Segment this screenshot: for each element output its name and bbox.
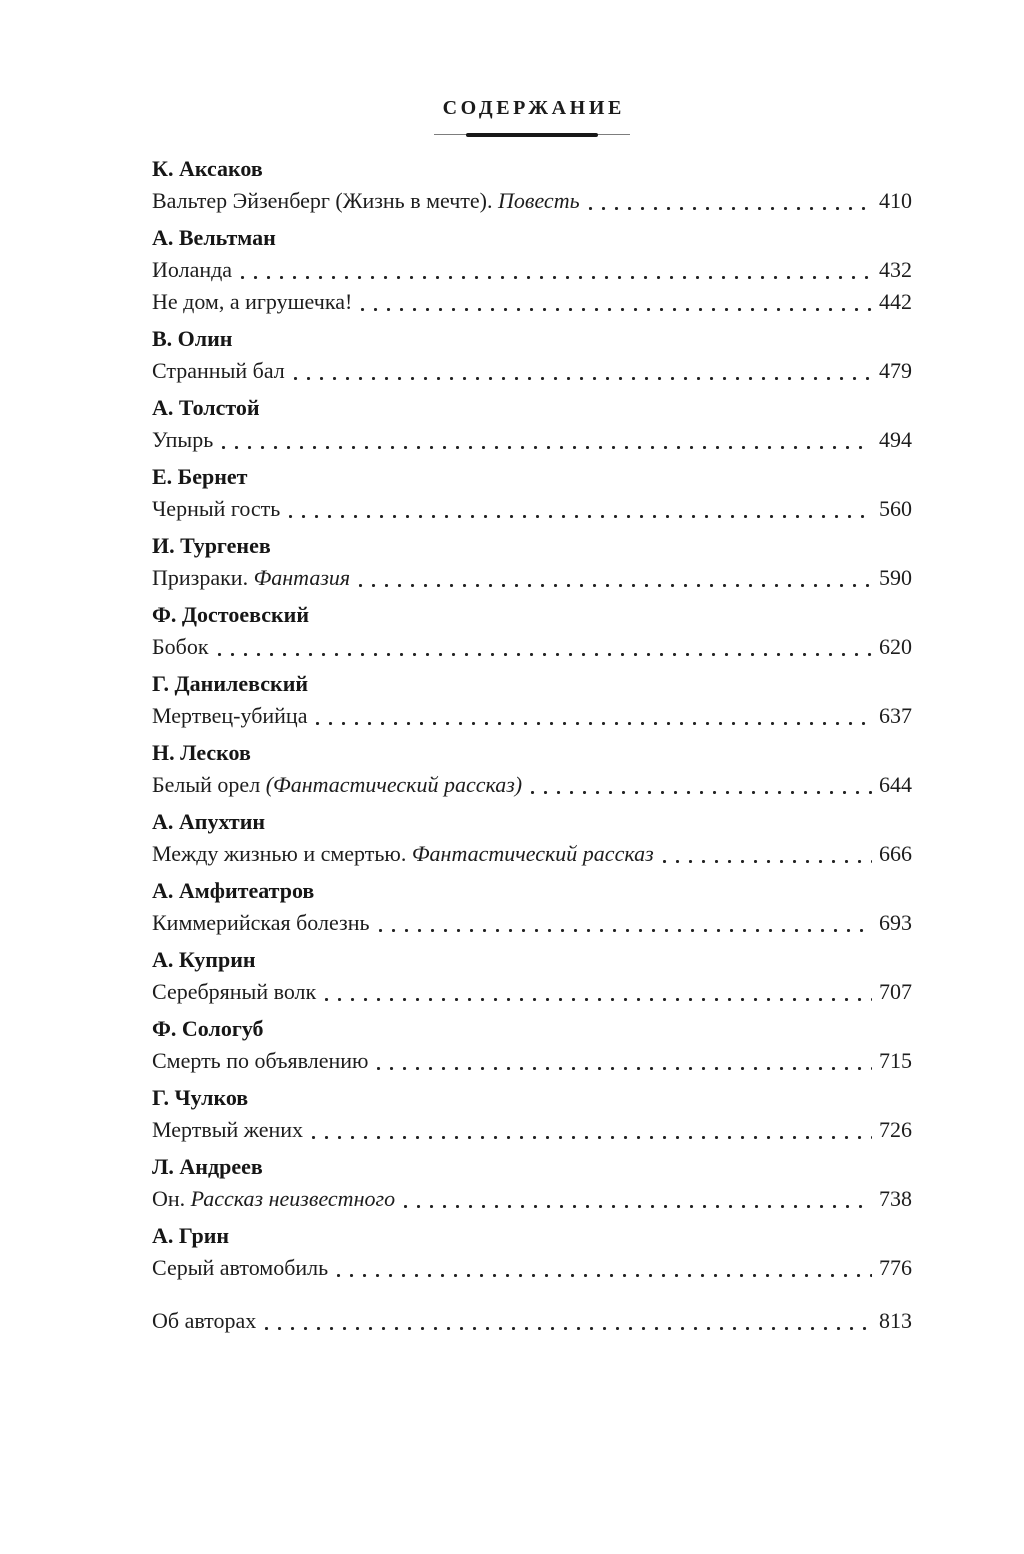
- toc-section: [152, 944, 912, 1008]
- work-subtitle-italic: Фантастический рассказ: [411, 841, 654, 866]
- toc-section: [152, 1082, 912, 1146]
- author-name: А. Куприн: [152, 947, 256, 972]
- page-number: 479: [879, 358, 912, 383]
- toc-entry: [152, 493, 912, 525]
- toc-section: [152, 392, 912, 456]
- author-name: Н. Лесков: [152, 740, 251, 765]
- author-name: К. Аксаков: [152, 156, 263, 181]
- author-name: Е. Бернет: [152, 464, 248, 489]
- dot-leader: [316, 722, 872, 725]
- toc-entry: [152, 424, 912, 456]
- page-number: 620: [879, 634, 912, 659]
- title-rule-ornament: [434, 132, 630, 137]
- page-number: 738: [879, 1186, 912, 1211]
- author-name: Ф. Сологуб: [152, 1016, 264, 1041]
- toc-entry: [152, 907, 912, 939]
- dot-leader: [265, 1327, 872, 1330]
- page-number: 494: [879, 427, 912, 452]
- dot-leader: [218, 653, 872, 656]
- work-title: Странный бал: [152, 358, 285, 383]
- work-title: Мертвый жених: [152, 1117, 304, 1142]
- dot-leader: [531, 791, 872, 794]
- author-name: Л. Андреев: [152, 1154, 263, 1179]
- toc-entry: [152, 185, 912, 217]
- work-subtitle-italic: Повесть: [498, 188, 580, 213]
- toc-entry: [152, 1183, 912, 1215]
- work-title: Мертвец-убийца: [152, 703, 308, 728]
- work-title: Смерть по объявлению: [152, 1048, 369, 1073]
- author-name: Г. Чулков: [152, 1085, 249, 1110]
- author-name: В. Олин: [152, 326, 233, 351]
- work-title: Призраки. Фантазия: [152, 565, 351, 590]
- page-number: 776: [879, 1255, 912, 1280]
- work-title: Белый орел (Фантастический рассказ): [152, 772, 523, 797]
- work-title: Он. Рассказ неизвестного: [152, 1186, 396, 1211]
- toc-section: [152, 1220, 912, 1284]
- dot-leader: [289, 515, 872, 518]
- dot-leader: [404, 1205, 872, 1208]
- page-number: 715: [879, 1048, 912, 1073]
- toc-entry: [152, 286, 912, 318]
- work-title: Об авторах: [152, 1308, 257, 1333]
- toc-section: [152, 530, 912, 594]
- toc-section: [152, 222, 912, 318]
- toc-section: [152, 737, 912, 801]
- toc-section: [152, 875, 912, 939]
- work-title: Черный гость: [152, 496, 281, 521]
- toc-entry: [152, 1305, 912, 1337]
- dot-leader: [379, 929, 872, 932]
- toc-section: [152, 599, 912, 663]
- page-number: 644: [879, 772, 912, 797]
- work-title: Вальтер Эйзенберг (Жизнь в мечте). Повесть: [152, 188, 580, 213]
- author-name: А. Толстой: [152, 395, 260, 420]
- toc-section: [152, 1151, 912, 1215]
- work-title: Между жизнью и смертью. Фантастический рассказ: [152, 841, 654, 866]
- page-number: 666: [879, 841, 912, 866]
- toc-entry: [152, 1045, 912, 1077]
- toc-section: [152, 153, 912, 217]
- work-title: Иоланда: [152, 257, 233, 282]
- author-name: А. Апухтин: [152, 809, 266, 834]
- toc-entry: [152, 1252, 912, 1284]
- author-name: Г. Данилевский: [152, 671, 309, 696]
- toc-entry: [152, 254, 912, 286]
- toc-entry: [152, 769, 912, 801]
- page-number: 693: [879, 910, 912, 935]
- page-number: 560: [879, 496, 912, 521]
- work-subtitle-italic: Фантазия: [253, 565, 351, 590]
- toc-section: [152, 461, 912, 525]
- toc-section: [152, 1013, 912, 1077]
- page-number: 637: [879, 703, 912, 728]
- work-title: Серебряный волк: [152, 979, 317, 1004]
- page-number: 442: [879, 289, 912, 314]
- page-number: 432: [879, 257, 912, 282]
- work-subtitle-italic: Рассказ неизвестного: [190, 1186, 396, 1211]
- toc-entry: [152, 1114, 912, 1146]
- toc-entry: [152, 976, 912, 1008]
- toc-entry: [152, 562, 912, 594]
- work-title: Не дом, а игрушечка!: [152, 289, 353, 314]
- author-name: А. Грин: [152, 1223, 230, 1248]
- dot-leader: [337, 1274, 872, 1277]
- author-name: А. Вельтман: [152, 225, 276, 250]
- work-title: Серый автомобиль: [152, 1255, 329, 1280]
- toc-entry: [152, 700, 912, 732]
- page-number: 590: [879, 565, 912, 590]
- dot-leader: [325, 998, 872, 1001]
- dot-leader: [222, 446, 872, 449]
- toc-entry: [152, 355, 912, 387]
- rule-thick-line: [466, 133, 598, 137]
- author-name: И. Тургенев: [152, 533, 271, 558]
- dot-leader: [377, 1067, 872, 1070]
- toc-entry: [152, 838, 912, 870]
- toc-list: [152, 153, 912, 1337]
- dot-leader: [359, 584, 872, 587]
- dot-leader: [589, 207, 872, 210]
- toc-section: [152, 806, 912, 870]
- page-title: СОДЕРЖАНИЕ: [442, 97, 625, 119]
- work-title: Упырь: [152, 427, 214, 452]
- dot-leader: [312, 1136, 872, 1139]
- author-name: Ф. Достоевский: [152, 602, 310, 627]
- page-number: 813: [879, 1308, 912, 1333]
- work-title: Киммерийская болезнь: [152, 910, 370, 935]
- dot-leader: [361, 308, 872, 311]
- page-number: 726: [879, 1117, 912, 1142]
- dot-leader: [663, 860, 872, 863]
- work-title: Бобок: [152, 634, 209, 659]
- toc-header: [152, 97, 912, 137]
- page-number: 707: [879, 979, 912, 1004]
- dot-leader: [294, 377, 872, 380]
- author-name: А. Амфитеатров: [152, 878, 315, 903]
- work-subtitle-italic: (Фантастический рассказ): [265, 772, 523, 797]
- toc-entry: [152, 631, 912, 663]
- page-number: 410: [879, 188, 912, 213]
- dot-leader: [241, 276, 872, 279]
- toc-section: [152, 323, 912, 387]
- toc-section: [152, 668, 912, 732]
